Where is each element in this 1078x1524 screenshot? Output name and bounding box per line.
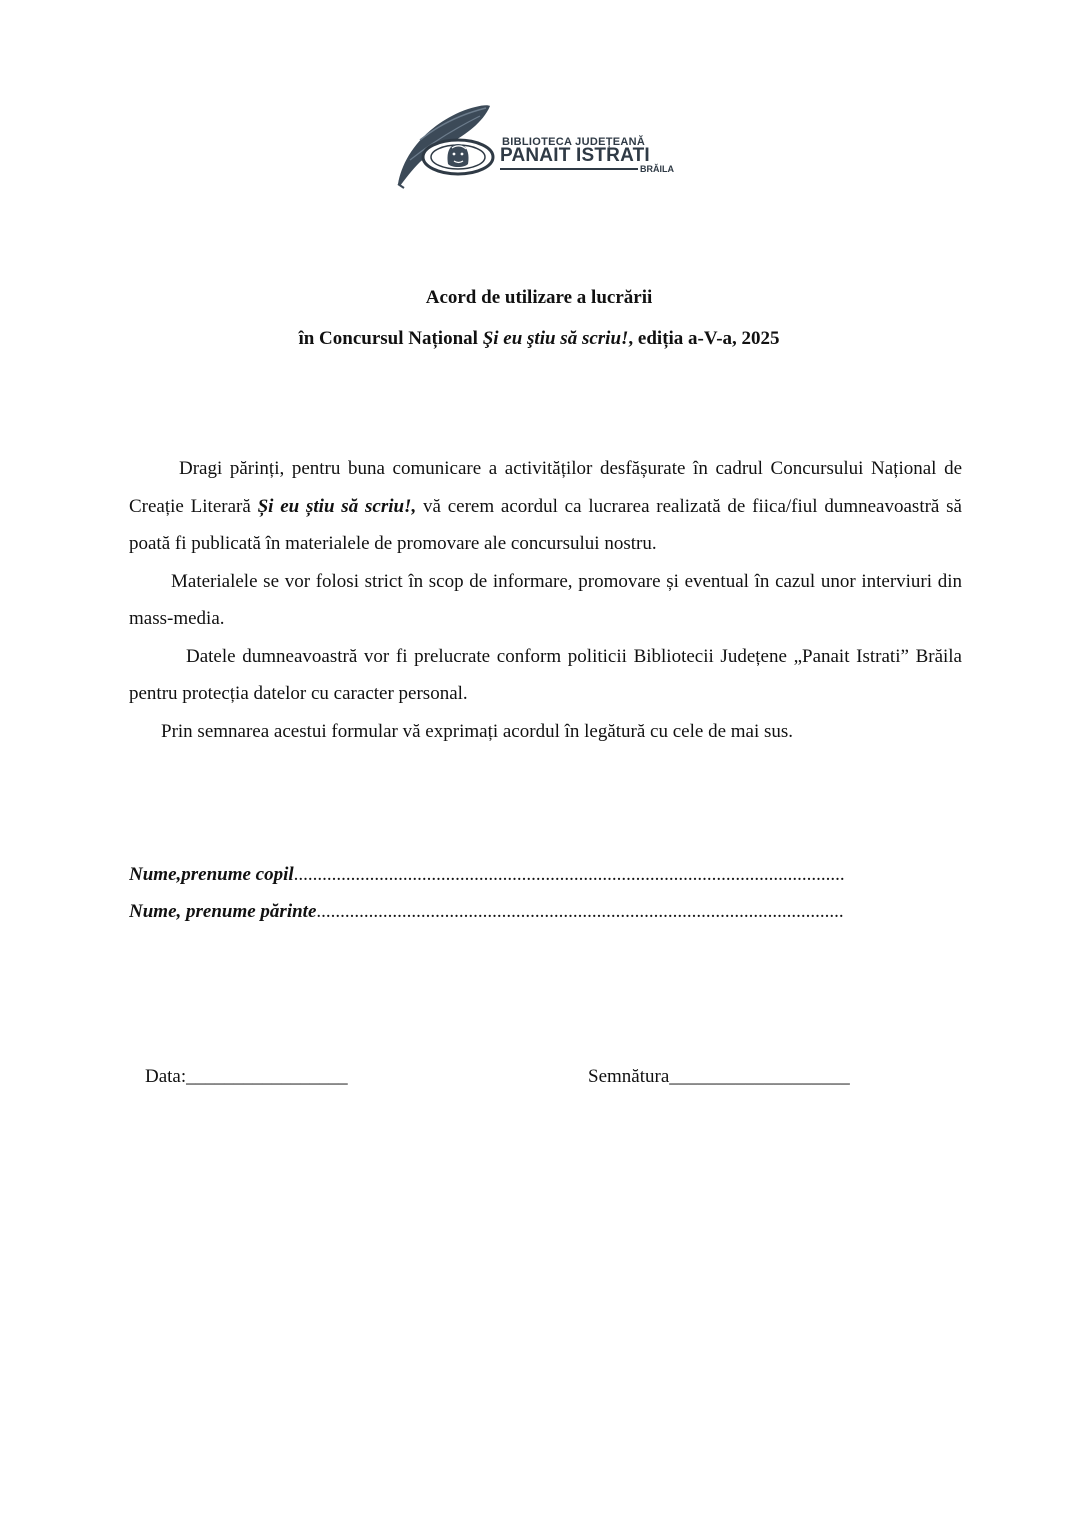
child-name-label: Nume,prenume copil [129, 864, 294, 885]
library-logo [390, 100, 700, 190]
logo-divider [500, 168, 638, 170]
document-title: Acord de utilizare a lucrării [425, 287, 653, 308]
logo-line-name: PANAIT ISTRATI [500, 145, 650, 166]
signature-field[interactable]: Semnătura___________________ [588, 1066, 850, 1087]
subtitle-contest-name: Şi eu ştiu să scriu! [482, 328, 629, 349]
contest-name-bold: Și eu știu să scriu!, [257, 495, 417, 517]
parent-name-field[interactable] [129, 901, 962, 923]
subtitle-prefix: în Concursul Național [298, 328, 483, 349]
paragraph-intro-part-b: vă cerem acordul ca lucrarea realizată de fiica/fiul dumneavoastră să poată fi publicată în materialele de promovare ale concursului nostru. [129, 495, 962, 554]
logo-line-library: BIBLIOTECA JUDEȚEANĂ [502, 136, 646, 148]
parent-name-dots: ............................................................................................................... [316, 901, 844, 922]
date-field[interactable]: Data:_________________ [145, 1066, 348, 1087]
paragraph-materials: Materialele se vor folosi strict în scop de informare, promovare și eventual în cazul unor interviuri din mass-media. [129, 570, 962, 629]
paragraph-intro-part-a: Dragi părinți, pentru buna comunicare a activităților desfășurate în cadrul Concursului Național de Creație Literară [129, 458, 962, 517]
child-name-dots: .................................................................................................................... [293, 864, 845, 885]
subtitle-suffix: , ediția a-V-a, 2025 [628, 328, 780, 349]
paragraph-intro [129, 450, 962, 563]
document-subtitle [0, 328, 1078, 350]
child-name-field[interactable] [129, 864, 962, 886]
paragraph-consent: Prin semnarea acestui formular vă exprimați acordul în legătură cu cele de mai sus. [161, 720, 794, 742]
parent-name-label: Nume, prenume părinte [129, 901, 317, 922]
document-body [129, 450, 962, 750]
logo-line-city: BRĂILA [640, 164, 674, 174]
paragraph-data-protection: Datele dumneavoastră vor fi prelucrate conform politicii Bibliotecii Județene „Panait Istrati” Brăila pentru protecția datelor cu caracter personal. [129, 645, 962, 704]
